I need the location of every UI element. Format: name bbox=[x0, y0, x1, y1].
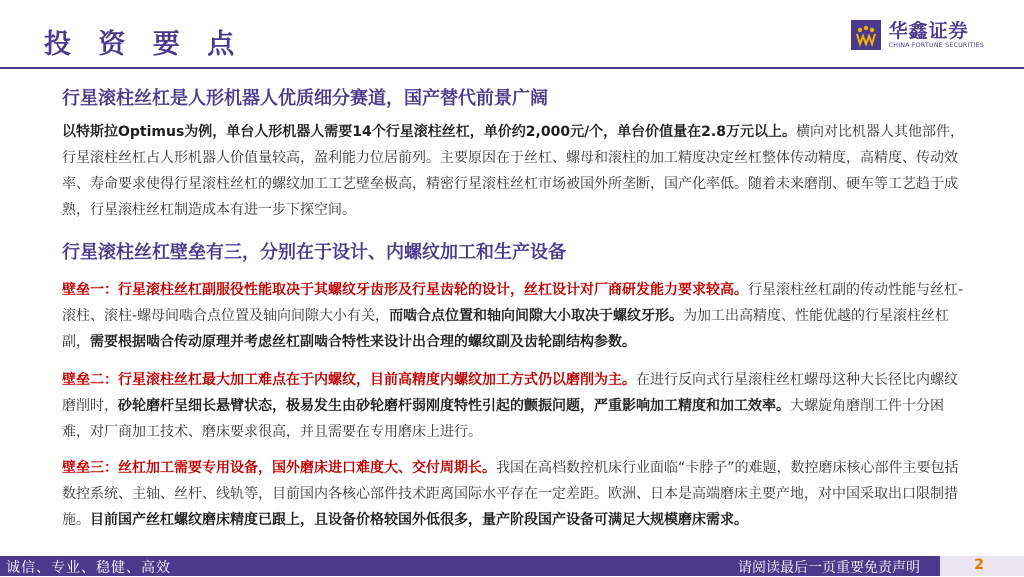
paragraph-bold: 以特斯拉Optimus为例，单台人形机器人需要14个行星滚柱丝杠，单价约2,000元/个，单台价值量在2.8万元以上。 bbox=[62, 124, 796, 140]
barrier-2-bold: 砂轮磨杆呈细长悬臂状态，极易发生由砂轮磨杆弱刚度特性引起的颤振问题，严重影响加工精度和加工效率。 bbox=[118, 398, 790, 414]
paragraph-text: 横向对比机器人其他部件，行星滚柱丝杠占人形机器人价值量较高，盈利能力位居前列。主要原因在于丝杠、螺母和滚柱的加工精度决定丝杠整体传动精度，高精度、传动效率、寿命要求使得行星滚柱丝杠的螺纹加工工艺壁垒极高，精密行星滚柱丝杠市场被国外所垄断，国产化率低。随着未来磨削、硬车等工艺趋于成熟，行星滚柱丝杠制造成本有进一步下探空间。 bbox=[62, 124, 964, 218]
barrier-2-text: 在进行反向式行星滚柱丝杠螺母这种大长径比内螺纹磨削时， bbox=[62, 372, 958, 414]
page-title: 投 资 要 点 bbox=[44, 29, 244, 60]
company-logo bbox=[851, 20, 984, 50]
barrier-3-title: 壁垒三：丝杠加工需要专用设备，国外磨床进口难度大、交付周期长。 bbox=[62, 460, 496, 476]
barrier-2-title: 壁垒二：行星滚柱丝杠最大加工难点在于内螺纹，目前高精度内螺纹加工方式仍以磨削为主。 bbox=[62, 372, 636, 388]
logo-en: CHINA FORTUNE SECURITIES bbox=[888, 41, 984, 49]
section-heading-1: 行星滚柱丝杠是人形机器人优质细分赛道，国产替代前景广阔 bbox=[62, 88, 548, 109]
footer-disclaimer-link[interactable]: 请阅读最后一页重要免责声明 bbox=[738, 560, 920, 576]
barrier-1-text: 行星滚柱丝杠副的传动性能与丝杠-滚柱、滚柱-螺母间啮合点位置及轴向间隙大小有关， bbox=[62, 282, 964, 324]
page-number-box bbox=[940, 556, 1024, 576]
section-heading-2: 行星滚柱丝杠壁垒有三，分别在于设计、内螺纹加工和生产设备 bbox=[62, 242, 566, 263]
footer bbox=[0, 556, 1024, 576]
paragraph-optimus bbox=[62, 119, 967, 223]
footer-slogan: 诚信、专业、稳健、高效 bbox=[6, 560, 171, 576]
barrier-2-text-2: 大螺旋角磨削工件十分困难，对厂商加工技术、磨床要求很高，并且需要在专用磨床上进行。 bbox=[62, 398, 944, 440]
barrier-1-text-2: 为加工出高精度、性能优越的行星滚柱丝杠副， bbox=[62, 308, 950, 350]
header-divider bbox=[0, 67, 1024, 69]
barrier-2 bbox=[62, 367, 967, 445]
barrier-3-bold: 目前国产丝杠螺纹磨床精度已跟上，且设备价格较国外低很多，量产阶段国产设备可满足大规模磨床需求。 bbox=[90, 512, 748, 528]
page-number: 2 bbox=[974, 557, 984, 573]
barrier-1-bold: 而啮合点位置和轴向间隙大小取决于螺纹牙形。 bbox=[389, 308, 684, 324]
barrier-3-text: 我国在高档数控机床行业面临“卡脖子”的难题，数控磨床核心部件主要包括数控系统、主轴、丝杆、线轨等，目前国内各核心部件技术距离国际水平存在一定差距。欧洲、日本是高端磨床主要产地，对中国采取出口限制措施。 bbox=[62, 460, 959, 528]
barrier-3 bbox=[62, 455, 967, 533]
barrier-1-bold-2: 需要根据啮合传动原理并考虑丝杠副啮合特性来设计出合理的螺纹副及齿轮副结构参数。 bbox=[90, 334, 636, 350]
logo-cn: 华鑫证券 bbox=[888, 19, 969, 42]
logo-mark-icon bbox=[851, 20, 881, 50]
header bbox=[0, 0, 1024, 70]
barrier-1-title: 壁垒一：行星滚柱丝杠副服役性能取决于其螺纹牙齿形及行星齿轮的设计，丝杠设计对厂商研发能力要求较高。 bbox=[62, 282, 748, 298]
barrier-1 bbox=[62, 277, 967, 355]
